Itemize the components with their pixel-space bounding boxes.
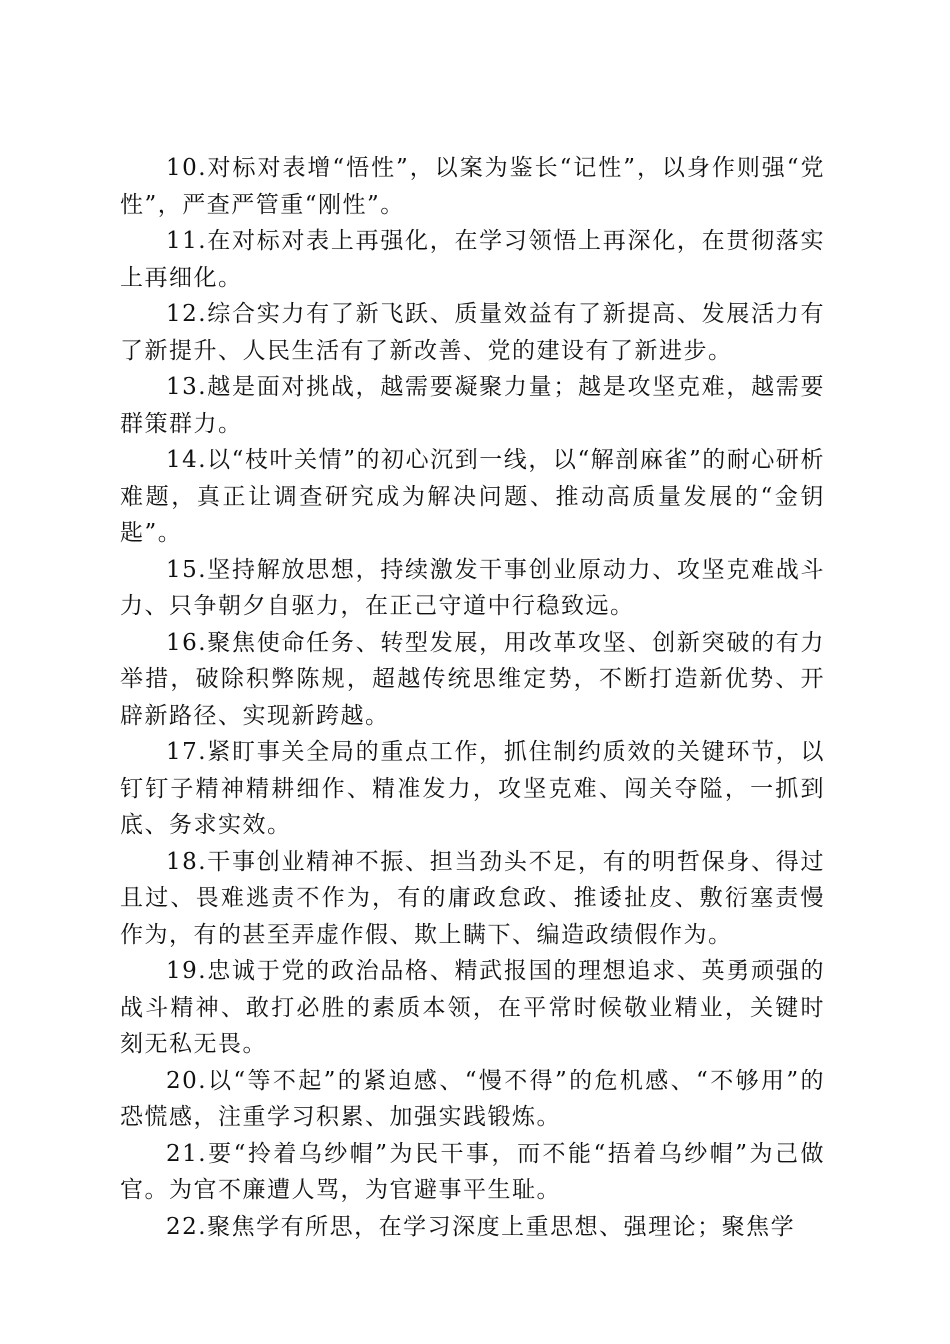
paragraph-10: 10.对标对表增“悟性”，以案为鉴长“记性”，以身作则强“党性”，严查严管重“刚性”。 bbox=[120, 155, 825, 218]
paragraph-18: 18.干事创业精神不振、担当劲头不足，有的明哲保身、得过且过、畏难逃责不作为，有的庸政怠政、推诿扯皮、敷衍塞责慢作为，有的甚至弄虚作假、欺上瞒下、编造政绩假作为。 bbox=[120, 848, 825, 948]
paragraph-13: 13.越是面对挑战，越需要凝聚力量；越是攻坚克难，越需要群策群力。 bbox=[120, 374, 825, 437]
paragraph-12: 12.综合实力有了新飞跃、质量效益有了新提高、发展活力有了新提升、人民生活有了新改善、党的建设有了新进步。 bbox=[120, 301, 825, 364]
paragraph-21: 21.要“拎着乌纱帽”为民干事，而不能“捂着乌纱帽”为己做官。为官不廉遭人骂，为官避事平生耻。 bbox=[120, 1140, 825, 1203]
paragraph-19: 19.忠诚于党的政治品格、精武报国的理想追求、英勇顽强的战斗精神、敢打必胜的素质本领，在平常时候敬业精业，关键时刻无私无畏。 bbox=[120, 958, 825, 1057]
document-body bbox=[120, 150, 825, 1245]
paragraph-22: 22.聚焦学有所思，在学习深度上重思想、强理论；聚焦学 bbox=[166, 1213, 796, 1240]
paragraph-17: 17.紧盯事关全局的重点工作，抓住制约质效的关键环节，以钉钉子精神精耕细作、精准发力，攻坚克难、闯关夺隘，一抓到底、务求实效。 bbox=[120, 739, 825, 838]
paragraph-16: 16.聚焦使命任务、转型发展，用改革攻坚、创新突破的有力举措，破除积弊陈规，超越传统思维定势，不断打造新优势、开辟新路径、实现新跨越。 bbox=[120, 629, 825, 729]
paragraph-11: 11.在对标对表上再强化，在学习领悟上再深化，在贯彻落实上再细化。 bbox=[120, 228, 825, 291]
paragraph-14: 14.以“枝叶关情”的初心沉到一线，以“解剖麻雀”的耐心研析难题，真正让调查研究成为解决问题、推动高质量发展的“金钥匙”。 bbox=[120, 447, 825, 546]
paragraph-20: 20.以“等不起”的紧迫感、“慢不得”的危机感、“不够用”的恐慌感，注重学习积累、加强实践锻炼。 bbox=[120, 1067, 825, 1130]
paragraph-15: 15.坚持解放思想，持续激发干事创业原动力、攻坚克难战斗力、只争朝夕自驱力，在正己守道中行稳致远。 bbox=[120, 556, 825, 619]
